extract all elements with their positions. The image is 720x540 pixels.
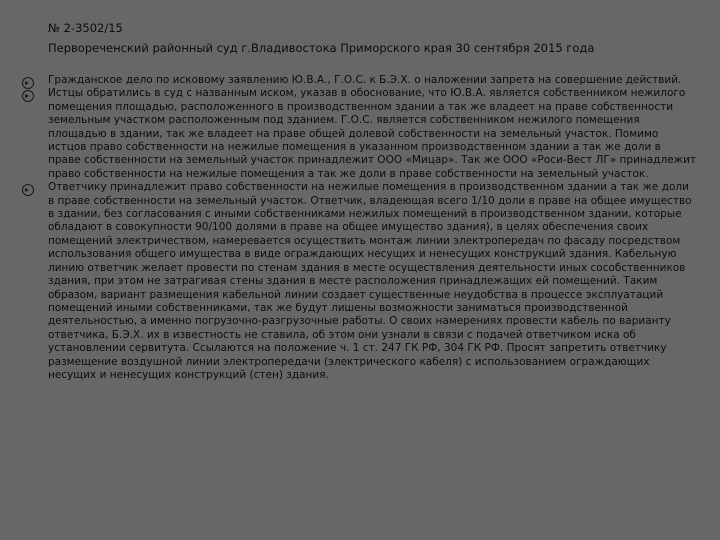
bullet-item-claim-grounds — [22, 87, 712, 181]
circle-arrow-bullet-icon — [22, 90, 34, 102]
document-body — [22, 74, 712, 382]
bullet-item-defendant-actions — [22, 181, 712, 382]
paragraph-text: Ответчику принадлежит право собственности на нежилые помещения в производственном здании а так же доли в праве собственности на земельный участок. Ответчик, владеющая всего 1/10 доли в праве на общее имущество в здании, без согласования с иными собственниками нежилых помещений в производственном здании, которые обладают в совокупности 90/100 долями в праве на общее имущество здания), в целях обеспечения своих помещений электричеством, намеревается осуществить монтаж линии электропередач по фасаду посредством использования общего имущества в виде ограждающих несущих и ненесущих конструкций здания. Кабельную линию ответчик желает провести по стенам здания в месте осуществления деятельности иных сособственников здания, при этом не затрагивая стены здания в месте расположения принадлежащих ей помещений. Таким образом, вариант размещения кабельной линии создает существенные неудобства в процессе эксплуатаций помещений иными собственниками, так же будут лишены возможности заниматься производственной деятельностью, а именно погрузочно-разгрузочные работы. О своих намерениях провести кабель по варианту ответчика, Б.Э.Х. их в известность не ставила, об этом они узнали в связи с подачей ответчиком иска об установлении сервитута. Ссылаются на положение ч. 1 ст. 247 ГК РФ, 304 ГК РФ. Просят запретить ответчику размещение воздушной линии электропередачи (электрического кабеля) с использованием ограждающих несущих и ненесущих конструкций (стен) здания. — [48, 181, 692, 381]
bullet-item-case-description — [22, 74, 712, 87]
document-header — [48, 18, 708, 58]
paragraph-text: Гражданское дело по исковому заявлению Ю.В.А., Г.О.С. к Б.Э.Х. о наложении запрета на совершение действий. — [48, 74, 682, 86]
paragraph-text: Истцы обратились в суд с названным иском, указав в обоснование, что Ю.В.А. является собственником нежилого помещения площадью, расположенного в производственном здании а так же владеет на праве собственности земельным участком расположенным под зданием. Г.О.С. является собственником нежилого помещения площадью в здании, так же владеет на праве общей долевой собственности на земельный участок. Помимо истцов право собственности на нежилые помещения в указанном производственном здании а так же доли в праве собственности на земельный участок принадлежит ООО «Мицар». Так же ООО «Роси-Вест ЛГ» принадлежит право собственности на нежилые помещения а так же доли в праве собственности на земельный участок. — [48, 87, 697, 180]
circle-arrow-bullet-icon — [22, 184, 34, 196]
court-date-line: Первореченский районный суд г.Владивостока Приморского края 30 сентября 2015 года — [48, 41, 595, 55]
case-number: № 2-3502/15 — [48, 21, 123, 35]
